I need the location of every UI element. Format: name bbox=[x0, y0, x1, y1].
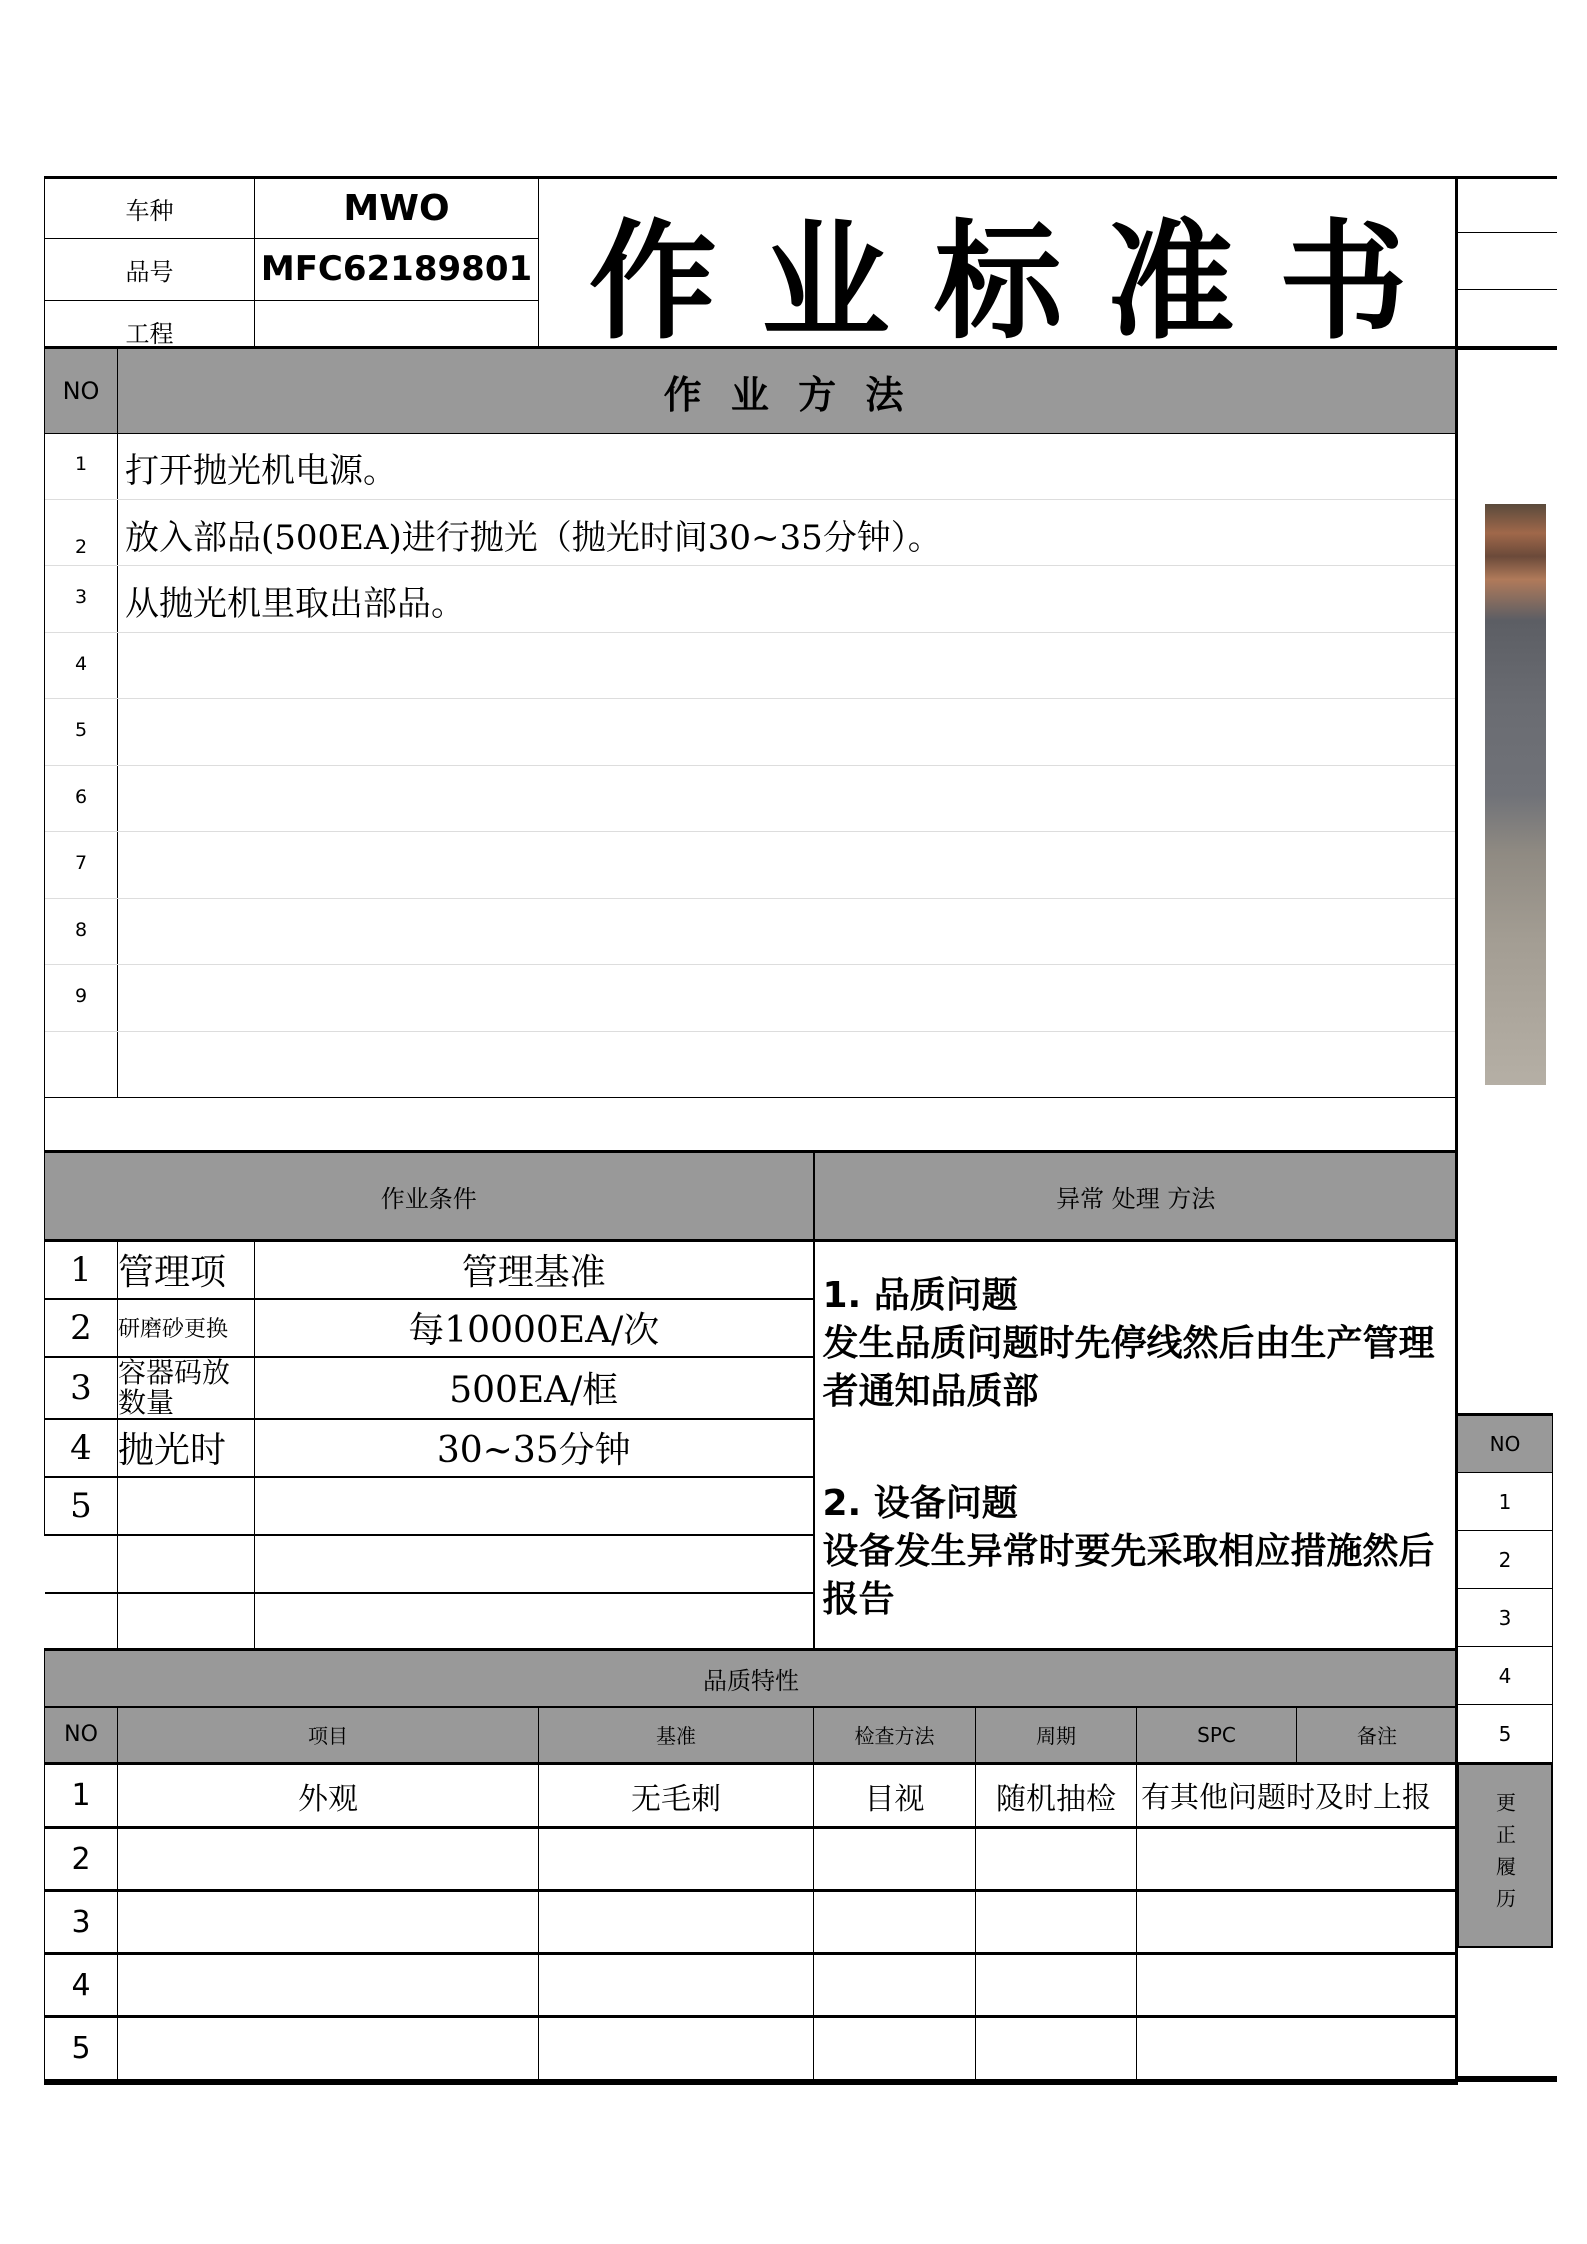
method-row-no: 8 bbox=[74, 918, 88, 941]
method-row bbox=[45, 766, 1456, 833]
revision-history-text: 更正履历 bbox=[1492, 1791, 1517, 1920]
cond-item: 研磨砂更换 bbox=[118, 1299, 255, 1357]
header-table bbox=[44, 178, 1458, 364]
cond-no: 3 bbox=[45, 1357, 118, 1419]
cond-no: 5 bbox=[45, 1477, 118, 1535]
q-item: 外观 bbox=[118, 1764, 539, 1828]
revision-no: 3 bbox=[1458, 1589, 1553, 1647]
divider bbox=[1457, 232, 1557, 233]
car-type-value: MWO bbox=[255, 179, 539, 239]
cond-no: 2 bbox=[45, 1299, 118, 1357]
revision-no-table bbox=[1457, 1413, 1553, 1763]
cond-no bbox=[45, 1593, 118, 1651]
method-row-text: 从抛光机里取出部品。 bbox=[125, 584, 465, 624]
divider bbox=[1457, 289, 1557, 290]
method-row-text: 打开抛光机电源。 bbox=[125, 451, 397, 491]
col-standard: 基准 bbox=[539, 1707, 814, 1764]
method-row bbox=[45, 433, 1456, 500]
blank-row bbox=[44, 1098, 1457, 1152]
label-car-type: 车种 bbox=[45, 179, 255, 239]
cond-item: 抛光时 bbox=[118, 1419, 255, 1477]
method-no-header: NO bbox=[45, 349, 118, 434]
method-row bbox=[45, 699, 1456, 766]
equipment-issue-text: 设备发生异常时要先采取相应措施然后报告 bbox=[822, 1531, 1435, 1620]
method-list bbox=[44, 433, 1457, 1098]
method-row-no: 9 bbox=[74, 985, 88, 1007]
method-row bbox=[45, 965, 1456, 1032]
cond-item: 管理项 bbox=[118, 1241, 255, 1299]
cond-std: 500EA/框 bbox=[255, 1357, 814, 1419]
cond-item bbox=[118, 1535, 255, 1593]
cond-std: 30~35分钟 bbox=[255, 1419, 814, 1477]
quality-title: 品质特性 bbox=[45, 1650, 1458, 1707]
cond-item: 容器码放数量 bbox=[118, 1357, 255, 1419]
part-no-value: MFC62189801 bbox=[255, 238, 539, 300]
cond-item bbox=[118, 1593, 255, 1651]
page-title: 作 业 标 准 书 bbox=[539, 179, 1458, 364]
cond-std: 管理基准 bbox=[255, 1241, 814, 1299]
cond-item bbox=[118, 1477, 255, 1535]
q-no: 4 bbox=[45, 1954, 118, 2017]
label-part-no: 品号 bbox=[45, 238, 255, 300]
method-row-no: 6 bbox=[74, 785, 88, 808]
cond-std bbox=[255, 1593, 814, 1651]
method-row bbox=[45, 1032, 1456, 1099]
method-row-no: 3 bbox=[74, 586, 88, 608]
revision-no: 2 bbox=[1458, 1531, 1553, 1589]
cond-std bbox=[255, 1535, 814, 1593]
quality-issue-text: 发生品质问题时先停线然后由生产管理者通知品质部 bbox=[822, 1323, 1435, 1412]
method-row-no: 4 bbox=[74, 652, 88, 675]
abnormal-handling bbox=[814, 1241, 1458, 1651]
method-row-no: 7 bbox=[74, 852, 88, 874]
method-title: 作 业 方 法 bbox=[118, 349, 1458, 434]
col-spc: SPC bbox=[1137, 1707, 1297, 1764]
cond-std: 每10000EA/次 bbox=[255, 1299, 814, 1357]
method-row bbox=[45, 566, 1456, 633]
col-method: 检查方法 bbox=[814, 1707, 976, 1764]
revision-no: 5 bbox=[1458, 1705, 1553, 1763]
product-photo bbox=[1485, 504, 1546, 1085]
method-row-text: 放入部品(500EA)进行抛光（抛光时间30~35分钟）。 bbox=[125, 517, 942, 558]
conditions-table bbox=[44, 1152, 1458, 1651]
abnormal-title: 异常 处理 方法 bbox=[814, 1153, 1458, 1241]
method-row-no: 2 bbox=[74, 535, 88, 558]
revision-no-header: NO bbox=[1458, 1415, 1553, 1473]
method-row-no: 1 bbox=[74, 453, 88, 475]
conditions-title: 作业条件 bbox=[45, 1153, 814, 1241]
cond-no: 4 bbox=[45, 1419, 118, 1477]
q-note: 有其他问题时及时上报 bbox=[1137, 1764, 1458, 1828]
method-table bbox=[44, 348, 1458, 434]
equipment-issue-title: 2. 设备问题 bbox=[822, 1483, 1018, 1524]
method-row bbox=[45, 633, 1456, 700]
q-no: 2 bbox=[45, 1828, 118, 1891]
cond-std bbox=[255, 1477, 814, 1535]
method-row-no: 5 bbox=[74, 719, 88, 741]
cond-no: 1 bbox=[45, 1241, 118, 1299]
method-row bbox=[45, 500, 1456, 567]
cond-no bbox=[45, 1535, 118, 1593]
q-cycle: 随机抽检 bbox=[976, 1764, 1137, 1828]
q-no: 3 bbox=[45, 1891, 118, 1954]
revision-no: 1 bbox=[1458, 1473, 1553, 1531]
divider bbox=[1457, 2076, 1557, 2082]
q-no: 5 bbox=[45, 2017, 118, 2082]
method-row bbox=[45, 899, 1456, 966]
quality-table bbox=[44, 1648, 1458, 2085]
col-no: NO bbox=[45, 1707, 118, 1764]
q-std: 无毛刺 bbox=[539, 1764, 814, 1828]
revision-history-label bbox=[1457, 1762, 1553, 1948]
col-cycle: 周期 bbox=[976, 1707, 1137, 1764]
revision-no: 4 bbox=[1458, 1647, 1553, 1705]
label-process: 工程 bbox=[45, 300, 255, 363]
q-method: 目视 bbox=[814, 1764, 976, 1828]
col-note: 备注 bbox=[1297, 1707, 1458, 1764]
quality-issue-title: 1. 品质问题 bbox=[822, 1275, 1018, 1316]
method-row bbox=[45, 832, 1456, 899]
col-item: 项目 bbox=[118, 1707, 539, 1764]
q-no: 1 bbox=[45, 1764, 118, 1828]
